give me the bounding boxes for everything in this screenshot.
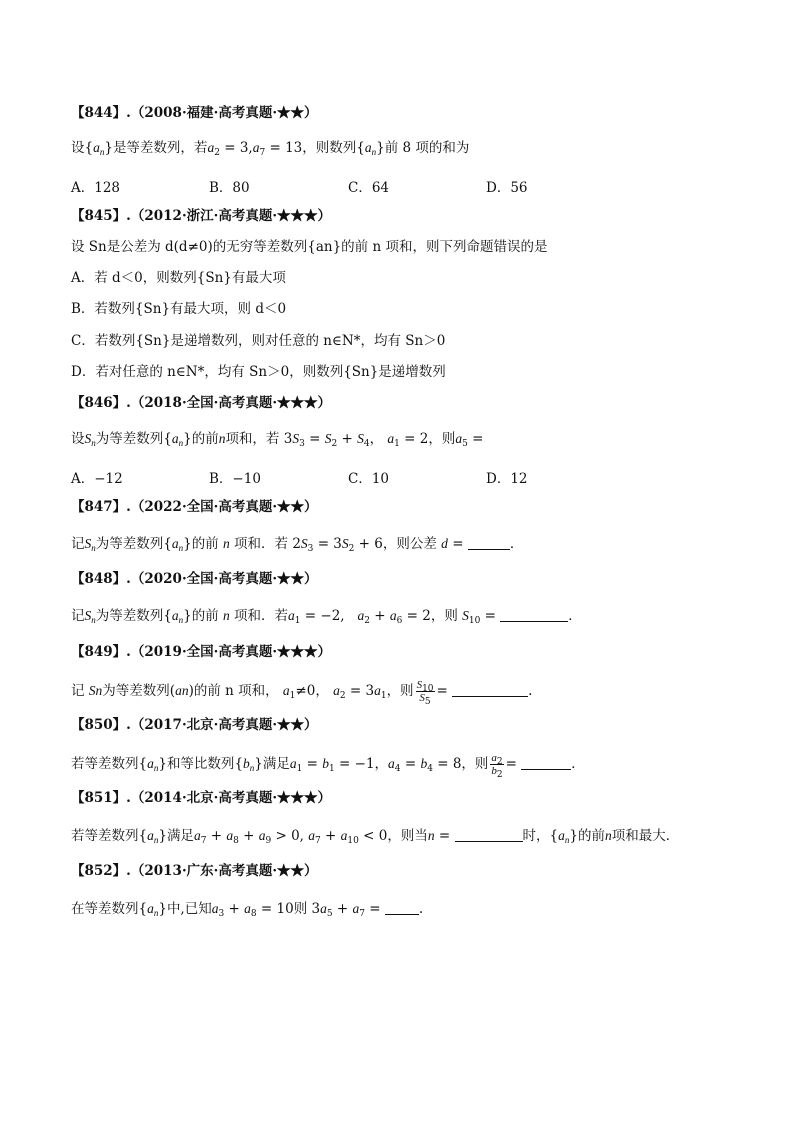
answer-blank xyxy=(521,757,571,770)
answer-blank xyxy=(385,902,419,915)
problem-851-question: 若等差数列$\{a_n\}$满足$a_7 + a_8 + a_9 > 0$, $a_7 + a_{10} < 0$，则当n = 时，$\{a_n\}$的前n项和最大． xyxy=(71,828,680,846)
problem-852-header: 【852】.（2013·广东·高考真题·★★） xyxy=(71,863,318,879)
problem-846-header: 【846】.（2018·全国·高考真题·★★★） xyxy=(71,395,332,411)
problem-848-question: 记$S_n$为等差数列$\{a_n\}$的前 n 项和．若$a_1 = -2$, $a_2 + a_6 = 2$，则 $S_{10}$ = ． xyxy=(71,608,582,626)
problem-852-question: 在等差数列$\{a_n\}$中,已知$a_3 + a_8 = 10$则 $3a_5 + a_7$ = . xyxy=(71,901,424,919)
problem-844-option-d: D．56 xyxy=(486,180,528,196)
problem-846-option-a: A．−12 xyxy=(71,471,123,487)
problem-845-option-d: D．若对任意的 n∈N*，均有 Sn＞0，则数列{Sn}是递增数列 xyxy=(71,364,446,380)
fraction-s10-s5: $\frac{S_{10}}{S_5}$ xyxy=(416,679,434,707)
problem-846-option-d: D．12 xyxy=(486,471,528,487)
problem-847-header: 【847】.（2022·全国·高考真题·★★） xyxy=(71,499,318,515)
problem-845-option-c: C．若数列{Sn}是递增数列，则对任意的 n∈N*，均有 Sn＞0 xyxy=(71,333,446,349)
answer-blank xyxy=(452,684,528,697)
problem-849-question: 记 Sn为等差数列(an)的前 n 项和， $a_1\ne 0$， $a_2 = 3a_1$，则 $\frac{S_{10}}{S_5}$ = . xyxy=(71,679,533,707)
answer-blank xyxy=(468,537,510,550)
problem-844-option-b: B．80 xyxy=(209,180,250,196)
problem-845-header: 【845】.（2012·浙江·高考真题·★★★） xyxy=(71,208,332,224)
problem-845-question: 设 Sn是公差为 d(d≠0)的无穷等差数列{an}的前 n 项和，则下列命题错误的是 xyxy=(71,239,548,255)
problem-844-option-c: C．64 xyxy=(348,180,390,196)
problem-844-option-a: A．128 xyxy=(71,180,121,196)
problem-846-option-c: C．10 xyxy=(348,471,390,487)
problem-845-option-b: B．若数列{Sn}有最大项，则 d＜0 xyxy=(71,301,287,317)
fraction-a2-b2: $\frac{a_2}{b_2}$ xyxy=(491,752,503,780)
problem-846-question: 设$S_n$为等差数列$\{a_n\}$的前n项和，若 $3S_3 = S_2 + S_4$， $a_1 = 2$，则$a_5$ = xyxy=(71,431,484,449)
problem-850-question: 若等差数列$\{a_n\}$和等比数列$\{b_n\}$满足$a_1 = b_1 = -1$，$a_4 = b_4 = 8$，则 $\frac{a_2}{b_2}$ = ． xyxy=(71,752,585,780)
problem-844-question: 设$\{a_n\}$是等差数列，若$a_2 = 3,a_7 = 13$，则数列$\{a_n\}$前 8 项的和为 xyxy=(71,140,470,158)
problem-848-header: 【848】.（2020·全国·高考真题·★★） xyxy=(71,571,318,587)
problem-844-header: 【844】.（2008·福建·高考真题·★★） xyxy=(71,105,318,121)
answer-blank xyxy=(455,829,523,842)
answer-blank xyxy=(500,609,568,622)
problem-850-header: 【850】.（2017·北京·高考真题·★★） xyxy=(71,717,318,733)
problem-847-question: 记$S_n$为等差数列$\{a_n\}$的前 n 项和．若 $2S_3 = 3S_2 + 6$，则公差 d = ． xyxy=(71,536,524,554)
problem-849-header: 【849】.（2019·全国·高考真题·★★★） xyxy=(71,644,332,660)
problem-851-header: 【851】.（2014·北京·高考真题·★★★） xyxy=(71,790,332,806)
problem-845-option-a: A．若 d＜0，则数列{Sn}有最大项 xyxy=(71,270,286,286)
problem-846-option-b: B．−10 xyxy=(209,471,261,487)
